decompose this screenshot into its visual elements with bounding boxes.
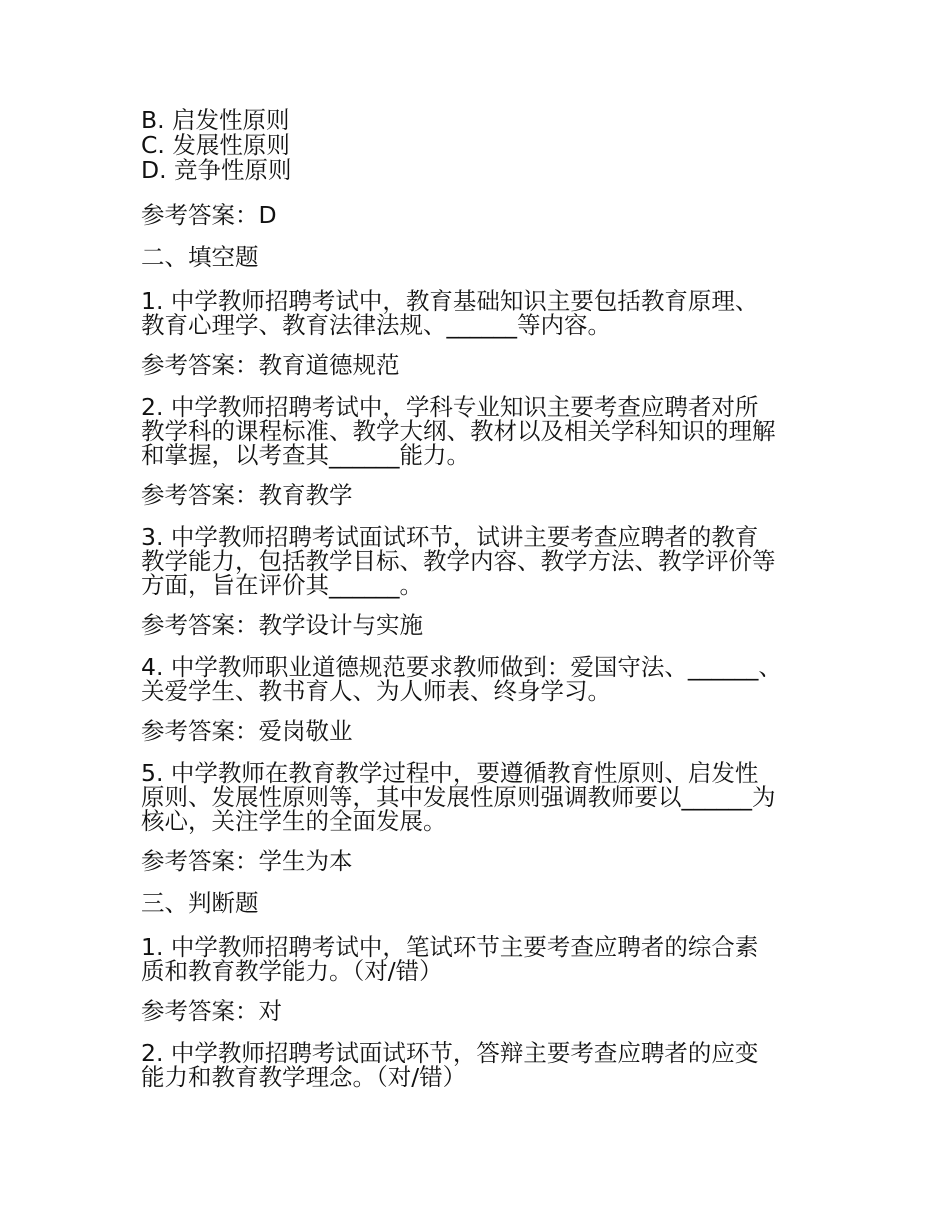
fill-blank-answer-1: 参考答案：教育道德规范: [141, 351, 400, 379]
fill-blank-question-5: 5. 中学教师在教育教学过程中，要遵循教育性原则、启发性 原则、发展性原则等，其中发展性原则强调教师要以______为 核心，关注学生的全面发展。: [141, 759, 776, 835]
fill-blank-question-1: 1. 中学教师招聘考试中，教育基础知识主要包括教育原理、 教育心理学、教育法律法规、______等内容。: [141, 287, 759, 339]
option-b: B. 启发性原则: [141, 106, 290, 134]
fill-blank-answer-5: 参考答案：学生为本: [141, 847, 353, 875]
fill-blank-question-2: 2. 中学教师招聘考试中，学科专业知识主要考查应聘者对所 教学科的课程标准、教学大纲、教材以及相关学科知识的理解 和掌握，以考查其______能力。: [141, 393, 776, 469]
document-page: [141, 108, 821, 1089]
option-c: C. 发展性原则: [141, 131, 290, 159]
true-false-answer-1: 参考答案：对: [141, 997, 282, 1025]
fill-blank-question-3: 3. 中学教师招聘考试面试环节，试讲主要考查应聘者的教育 教学能力，包括教学目标、教学内容、教学方法、教学评价等 方面，旨在评价其______。: [141, 523, 776, 599]
true-false-question-1: 1. 中学教师招聘考试中，笔试环节主要考查应聘者的综合素 质和教育教学能力。（对/错）: [141, 933, 759, 985]
mc-answer: 参考答案：D: [141, 201, 277, 229]
fill-blank-answer-2: 参考答案：教育教学: [141, 481, 353, 509]
section-heading-true-false: 三、判断题: [141, 889, 259, 917]
fill-blank-answer-3: 参考答案：教学设计与实施: [141, 611, 423, 639]
section-heading-fill-blank: 二、填空题: [141, 243, 259, 271]
fill-blank-question-4: 4. 中学教师职业道德规范要求教师做到：爱国守法、______、 关爱学生、教书育人、为人师表、终身学习。: [141, 653, 782, 705]
option-d: D. 竞争性原则: [141, 156, 292, 184]
fill-blank-answer-4: 参考答案：爱岗敬业: [141, 717, 353, 745]
true-false-question-2: 2. 中学教师招聘考试面试环节，答辩主要考查应聘者的应变 能力和教育教学理念。（对/错）: [141, 1039, 759, 1091]
option-list: [141, 108, 821, 183]
